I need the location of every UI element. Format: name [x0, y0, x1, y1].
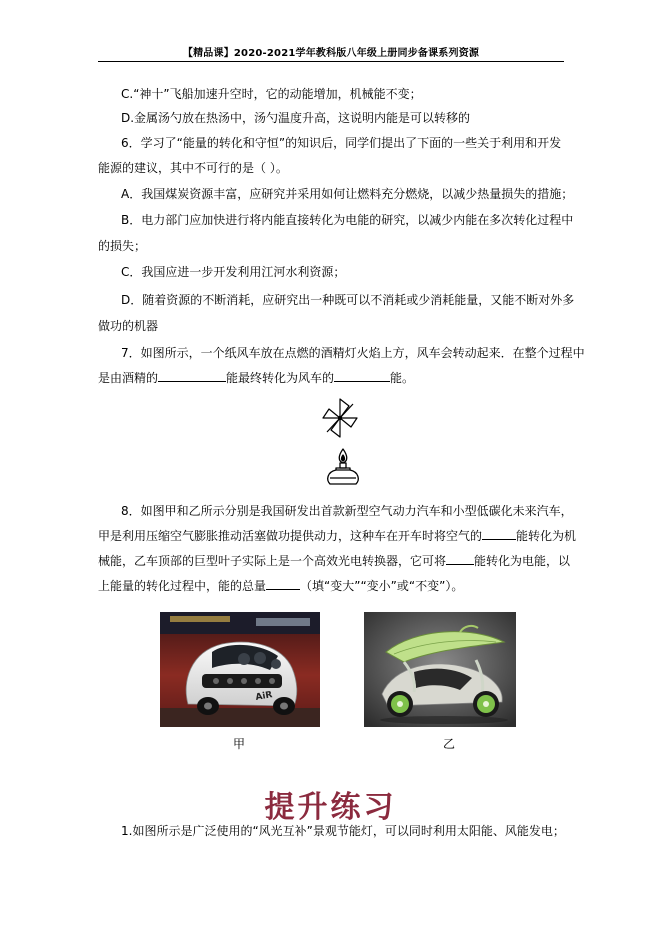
q6-option-a: A．我国煤炭资源丰富，应研究并采用如何让燃料充分燃烧，以减少热量损失的措施；: [121, 187, 574, 201]
caption-yi: 乙: [443, 737, 456, 751]
q7-line1: 7．如图所示，一个纸风车放在点燃的酒精灯火焰上方，风车会转动起来．在整个过程中: [121, 346, 585, 360]
q8-line1: 8．如图甲和乙所示分别是我国研发出首款新型空气动力汽车和小型低碳化未来汽车，: [121, 504, 573, 518]
q8-line2: 甲是利用压缩空气膨胀推动活塞做功提供动力，这种车在开车时将空气的 能转化为机: [98, 529, 577, 543]
leaf-car-photo: [364, 612, 516, 727]
q6-option-d-line2: 做功的机器: [98, 319, 159, 333]
pinwheel-icon: [319, 396, 361, 442]
q6-option-d-line1: D．随着资源的不断消耗，应研究出一种既可以不消耗或少消耗能量，又能不断对外多: [121, 293, 575, 307]
leaf-car-illustration: [364, 612, 516, 727]
q7-line2: 是由酒精的 能最终转化为风车的 能。: [98, 371, 415, 385]
q8-line4: 上能量的转化过程中，能的总量 （填“变大”“变小”或“不变”）。: [98, 579, 464, 593]
alcohol-lamp-icon: [324, 447, 362, 487]
q6-option-c: C．我国应进一步开发利用江河水利资源；: [121, 265, 346, 279]
answer-blank: [266, 578, 300, 590]
q5-option-d: D.金属汤勺放在热汤中，汤勺温度升高，这说明内能是可以转移的: [121, 111, 471, 125]
air-badge: AiR: [254, 690, 274, 703]
air-car-illustration: [160, 612, 320, 727]
next-question-line1: 1.如图所示是广泛使用的“风光互补”景观节能灯，可以同时利用太阳能、风能发电；: [121, 824, 565, 838]
q5-option-c: C.“神十”飞船加速升空时，它的动能增加，机械能不变；: [121, 87, 422, 101]
answer-blank: [334, 370, 390, 382]
section-title: 提升练习: [264, 790, 397, 825]
q6-option-b-line1: B．电力部门应加快进行将内能直接转化为电能的研究，以减少内能在多次转化过程中: [121, 213, 574, 227]
caption-jia: 甲: [233, 737, 246, 751]
answer-blank: [158, 370, 226, 382]
page-header: 【精品课】2020-2021学年教科版八年级上册同步备课系列资源: [182, 48, 480, 59]
q6-option-b-line2: 的损失；: [98, 239, 147, 253]
answer-blank: [446, 553, 474, 565]
q8-line3: 械能，乙车顶部的巨型叶子实际上是一个高效光电转换器，它可将 能转化为电能，以: [98, 554, 571, 568]
q6-stem-line1: 6．学习了“能量的转化和守恒”的知识后，同学们提出了下面的一些关于利用和开发: [121, 136, 562, 150]
header-divider: [98, 61, 564, 62]
q6-stem-line2: 能源的建议，其中不可行的是（ ）。: [98, 161, 288, 175]
air-car-photo: [160, 612, 320, 727]
answer-blank: [482, 528, 516, 540]
